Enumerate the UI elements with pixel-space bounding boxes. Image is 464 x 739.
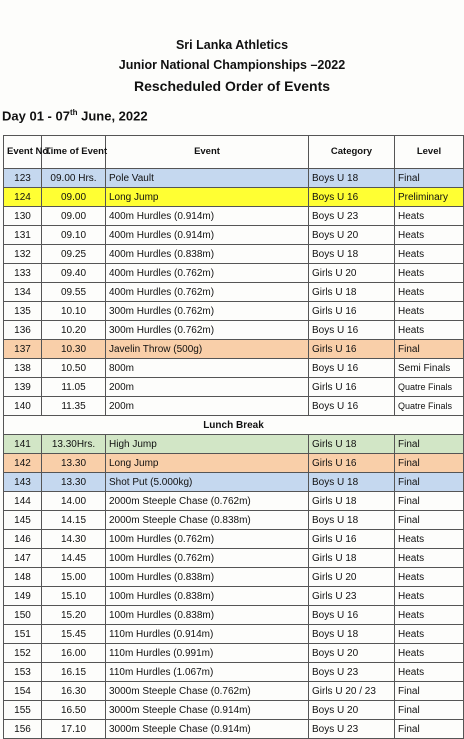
event-cell: 400m Hurdles (0.914m) [106, 207, 309, 226]
level-cell: Heats [395, 226, 464, 245]
category-cell: Boys U 18 [309, 169, 395, 188]
event-cell: 2000m Steeple Chase (0.762m) [106, 492, 309, 511]
level-cell: Heats [395, 644, 464, 663]
table-row [4, 454, 464, 473]
category-cell: Boys U 16 [309, 359, 395, 378]
time-cell: 16.15 [42, 663, 106, 682]
day-suffix: June, 2022 [77, 108, 148, 124]
category-cell: Boys U 20 [309, 701, 395, 720]
time-cell: 14.15 [42, 511, 106, 530]
category-cell: Boys U 20 [309, 226, 395, 245]
event-no-cell: 124 [4, 188, 42, 207]
event-no-cell: 155 [4, 701, 42, 720]
event-no-cell: 140 [4, 397, 42, 416]
time-cell: 09.10 [42, 226, 106, 245]
category-cell: Boys U 23 [309, 663, 395, 682]
time-cell: 10.20 [42, 321, 106, 340]
level-cell: Quatre Finals [395, 397, 464, 416]
category-cell: Girls U 18 [309, 549, 395, 568]
event-cell: 3000m Steeple Chase (0.914m) [106, 701, 309, 720]
table-row [4, 568, 464, 587]
event-no-cell: 130 [4, 207, 42, 226]
event-no-cell: 147 [4, 549, 42, 568]
event-cell: High Jump [106, 435, 309, 454]
org-title: Sri Lanka Athletics [175, 38, 289, 52]
time-cell: 10.30 [42, 340, 106, 359]
category-cell: Girls U 16 [309, 378, 395, 397]
event-no-cell: 137 [4, 340, 42, 359]
level-cell: Final [395, 492, 464, 511]
event-cell: 400m Hurdles (0.914m) [106, 226, 309, 245]
event-no-cell: 138 [4, 359, 42, 378]
time-cell: 09.00 [42, 188, 106, 207]
event-cell: 3000m Steeple Chase (0.762m) [106, 682, 309, 701]
col-level: Level [395, 136, 464, 169]
event-cell: 110m Hurdles (1.067m) [106, 663, 309, 682]
level-cell: Heats [395, 245, 464, 264]
level-cell: Final [395, 701, 464, 720]
time-cell: 10.10 [42, 302, 106, 321]
document-subtitle: Rescheduled Order of Events [133, 78, 331, 94]
table-row [4, 264, 464, 283]
table-row [4, 188, 464, 207]
event-cell: 100m Hurdles (0.838m) [106, 606, 309, 625]
event-cell: Long Jump [106, 454, 309, 473]
col-event: Event [106, 136, 309, 169]
time-cell: 09.55 [42, 283, 106, 302]
level-cell: Preliminary [395, 188, 464, 207]
level-cell: Final [395, 682, 464, 701]
event-cell: Shot Put (5.000kg) [106, 473, 309, 492]
day-prefix: Day 01 - 07 [2, 108, 70, 124]
event-cell: 110m Hurdles (0.914m) [106, 625, 309, 644]
event-no-cell: 146 [4, 530, 42, 549]
time-cell: 11.05 [42, 378, 106, 397]
level-cell: Final [395, 473, 464, 492]
table-row [4, 397, 464, 416]
table-row [4, 245, 464, 264]
table-body [4, 169, 464, 739]
championship-title: Junior National Championships –2022 [118, 58, 346, 72]
time-cell: 09.40 [42, 264, 106, 283]
category-cell: Girls U 20 / 23 [309, 682, 395, 701]
level-cell: Final [395, 720, 464, 739]
level-cell: Final [395, 454, 464, 473]
level-cell: Heats [395, 207, 464, 226]
event-cell: 110m Hurdles (0.991m) [106, 644, 309, 663]
time-cell: 09.00 Hrs. [42, 169, 106, 188]
col-time: Time of Event [42, 136, 106, 169]
time-cell: 13.30Hrs. [42, 435, 106, 454]
category-cell: Girls U 16 [309, 302, 395, 321]
table-row [4, 587, 464, 606]
category-cell: Boys U 16 [309, 188, 395, 207]
event-cell: 2000m Steeple Chase (0.838m) [106, 511, 309, 530]
level-cell: Heats [395, 530, 464, 549]
event-no-cell: 141 [4, 435, 42, 454]
time-cell: 16.50 [42, 701, 106, 720]
time-cell: 13.30 [42, 454, 106, 473]
event-no-cell: 132 [4, 245, 42, 264]
time-cell: 14.30 [42, 530, 106, 549]
category-cell: Boys U 23 [309, 720, 395, 739]
event-no-cell: 145 [4, 511, 42, 530]
event-no-cell: 139 [4, 378, 42, 397]
time-cell: 16.00 [42, 644, 106, 663]
time-cell: 11.35 [42, 397, 106, 416]
table-row [4, 359, 464, 378]
level-cell: Heats [395, 264, 464, 283]
level-cell: Semi Finals [395, 359, 464, 378]
event-cell: 400m Hurdles (0.762m) [106, 264, 309, 283]
level-cell: Heats [395, 549, 464, 568]
table-row [4, 435, 464, 454]
table-row [4, 701, 464, 720]
table-row [4, 302, 464, 321]
event-cell: 200m [106, 378, 309, 397]
table-row [4, 492, 464, 511]
event-no-cell: 131 [4, 226, 42, 245]
time-cell: 15.10 [42, 587, 106, 606]
level-cell: Final [395, 511, 464, 530]
table-row [4, 644, 464, 663]
category-cell: Girls U 16 [309, 530, 395, 549]
event-no-cell: 150 [4, 606, 42, 625]
table-row [4, 473, 464, 492]
col-event-no: Event No. [4, 136, 42, 169]
table-header-row [4, 136, 464, 169]
category-cell: Girls U 18 [309, 492, 395, 511]
table-row [4, 530, 464, 549]
category-cell: Girls U 20 [309, 264, 395, 283]
level-cell: Heats [395, 321, 464, 340]
events-table [3, 135, 464, 739]
event-cell: 100m Hurdles (0.838m) [106, 568, 309, 587]
time-cell: 14.45 [42, 549, 106, 568]
level-cell: Heats [395, 663, 464, 682]
event-no-cell: 153 [4, 663, 42, 682]
event-cell: 300m Hurdles (0.762m) [106, 302, 309, 321]
time-cell: 13.30 [42, 473, 106, 492]
table-row [4, 511, 464, 530]
event-no-cell: 136 [4, 321, 42, 340]
table-row [4, 378, 464, 397]
category-cell: Boys U 18 [309, 245, 395, 264]
table-row [4, 207, 464, 226]
event-no-cell: 148 [4, 568, 42, 587]
col-category: Category [309, 136, 395, 169]
time-cell: 14.00 [42, 492, 106, 511]
day-sup: th [69, 108, 78, 117]
event-no-cell: 133 [4, 264, 42, 283]
table-row [4, 663, 464, 682]
event-cell: Pole Vault [106, 169, 309, 188]
category-cell: Boys U 18 [309, 511, 395, 530]
level-cell: Quatre Finals [395, 378, 464, 397]
table-row [4, 321, 464, 340]
lunch-break-label: Lunch Break [4, 416, 464, 435]
time-cell: 09.00 [42, 207, 106, 226]
category-cell: Boys U 23 [309, 207, 395, 226]
level-cell: Heats [395, 625, 464, 644]
table-row [4, 682, 464, 701]
event-no-cell: 142 [4, 454, 42, 473]
category-cell: Boys U 18 [309, 473, 395, 492]
event-no-cell: 152 [4, 644, 42, 663]
table-row [4, 226, 464, 245]
event-cell: 100m Hurdles (0.762m) [106, 530, 309, 549]
time-cell: 10.50 [42, 359, 106, 378]
time-cell: 15.45 [42, 625, 106, 644]
category-cell: Girls U 18 [309, 283, 395, 302]
event-no-cell: 134 [4, 283, 42, 302]
time-cell: 15.00 [42, 568, 106, 587]
level-cell: Heats [395, 587, 464, 606]
event-no-cell: 156 [4, 720, 42, 739]
category-cell: Girls U 18 [309, 435, 395, 454]
event-cell: 400m Hurdles (0.838m) [106, 245, 309, 264]
event-no-cell: 144 [4, 492, 42, 511]
level-cell: Final [395, 169, 464, 188]
event-cell: 800m [106, 359, 309, 378]
event-no-cell: 149 [4, 587, 42, 606]
event-cell: 300m Hurdles (0.762m) [106, 321, 309, 340]
table-row [4, 283, 464, 302]
level-cell: Final [395, 435, 464, 454]
category-cell: Boys U 16 [309, 606, 395, 625]
event-no-cell: 135 [4, 302, 42, 321]
event-cell: 3000m Steeple Chase (0.914m) [106, 720, 309, 739]
category-cell: Boys U 18 [309, 625, 395, 644]
category-cell: Girls U 16 [309, 454, 395, 473]
time-cell: 09.25 [42, 245, 106, 264]
event-cell: 100m Hurdles (0.762m) [106, 549, 309, 568]
level-cell: Heats [395, 606, 464, 625]
table-row [4, 340, 464, 359]
lunch-break-row [4, 416, 464, 435]
time-cell: 17.10 [42, 720, 106, 739]
level-cell: Heats [395, 568, 464, 587]
level-cell: Final [395, 340, 464, 359]
event-no-cell: 154 [4, 682, 42, 701]
table-row [4, 549, 464, 568]
event-cell: 100m Hurdles (0.838m) [106, 587, 309, 606]
time-cell: 15.20 [42, 606, 106, 625]
event-no-cell: 143 [4, 473, 42, 492]
event-cell: Javelin Throw (500g) [106, 340, 309, 359]
category-cell: Boys U 16 [309, 321, 395, 340]
event-cell: 400m Hurdles (0.762m) [106, 283, 309, 302]
table-row [4, 606, 464, 625]
level-cell: Heats [395, 302, 464, 321]
table-row [4, 720, 464, 739]
category-cell: Girls U 16 [309, 340, 395, 359]
category-cell: Boys U 16 [309, 397, 395, 416]
day-heading [2, 108, 148, 123]
time-cell: 16.30 [42, 682, 106, 701]
event-cell: 200m [106, 397, 309, 416]
category-cell: Girls U 20 [309, 568, 395, 587]
level-cell: Heats [395, 283, 464, 302]
event-cell: Long Jump [106, 188, 309, 207]
category-cell: Boys U 20 [309, 644, 395, 663]
category-cell: Girls U 23 [309, 587, 395, 606]
table-row [4, 625, 464, 644]
event-no-cell: 151 [4, 625, 42, 644]
table-row [4, 169, 464, 188]
event-no-cell: 123 [4, 169, 42, 188]
